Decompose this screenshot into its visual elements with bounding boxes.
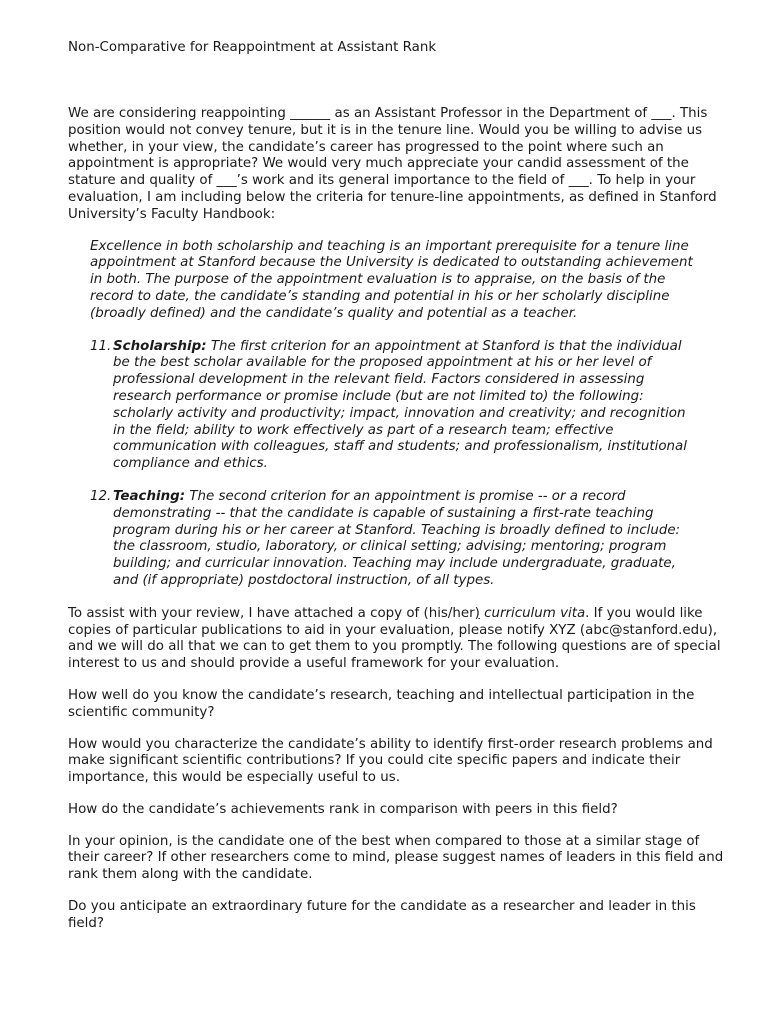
criterion-number: 12. — [90, 488, 112, 504]
criterion-text: The first criterion for an appointment at Stanford is that the individual be the best scholar available for the proposed appointment at his or her level of professional development in the relevant field. Factors considered in assessing research performance or promise include (but are not limited to) the following: scholarly activity and productivity; impact, innovation and creativity; and recognition in the field; ability to work effectively as part of a research team; effective communication with colleagues, staff and students; and professionalism, institutional compliance and ethics. — [113, 338, 687, 472]
criterion-teaching — [90, 489, 700, 590]
intro-paragraph: We are considering reappointing ______ as an Assistant Professor in the Department of ___. This position would not convey tenure, but it is in the tenure line. Would you be willing to advise us whether, in your view, the candidate’s career has progressed to the point where such an appointment is appropriate? We would very much appreciate your candid assessment of the stature and quality of ___’s work and its general importance to the field of ___. To help in your evaluation, I am including below the criteria for tenure-line appointments, as defined in Stanford University’s Faculty Handbook: — [68, 106, 717, 222]
assist-text-after: . If you would like copies of particular publications to aid in your evaluation, please notify XYZ (abc@stanford.edu), and we will do all that we can to get them to you promptly. The following questions are of special interest to us and should provide a useful framework for your evaluation. — [68, 605, 721, 672]
question-paragraph: How would you characterize the candidate’s ability to identify first-order research problems and make significant scientific contributions? If you could cite specific papers and indicate their importance, this would be especially useful to us. — [68, 736, 713, 786]
assist-paragraph — [68, 606, 728, 673]
quote-paragraph: Excellence in both scholarship and teaching is an important prerequisite for a tenure line appointment at Stanford because the University is dedicated to outstanding achievement in both. The purpose of the appointment evaluation is to appraise, on the basis of the record to date, the candidate’s standing and potential in his or her scholarly discipline (broadly defined) and the candidate’s quality and potential as a teacher. — [90, 238, 693, 321]
criterion-term: Teaching: — [113, 488, 186, 504]
criterion-text: The second criterion for an appointment is promise -- or a record demonstrating -- that the candidate is capable of sustaining a first-rate teaching program during his or her career at Stanford. Teaching is broadly defined to include: the classroom, studio, laboratory, or clinical setting; advising; mentoring; program building; and curricular innovation. Teaching may include undergraduate, graduate, and (if appropriate) postdoctoral instruction, of all types. — [113, 488, 681, 588]
criterion-term: Scholarship: — [113, 338, 207, 354]
question-paragraph: How well do you know the candidate’s research, teaching and intellectual participation in the scientific community? — [68, 687, 695, 720]
question-paragraph: How do the candidate’s achievements rank in comparison with peers in this field? — [68, 801, 618, 817]
criterion-number: 11. — [90, 338, 112, 354]
question-paragraph: Do you anticipate an extraordinary future for the candidate as a researcher and leader in this field? — [68, 899, 696, 931]
curriculum-vita-term: curriculum vita — [479, 605, 586, 621]
handbook-quote — [90, 239, 700, 590]
assist-text-before: To assist with your review, I have attached a copy of (his/her — [68, 605, 475, 621]
criterion-scholarship — [90, 339, 700, 473]
assist-paren: ) — [474, 605, 480, 621]
document-body — [68, 106, 728, 948]
question-paragraph: In your opinion, is the candidate one of the best when compared to those at a similar stage of their career? If other researchers come to mind, please suggest names of leaders in this field and rank them along with the candidate. — [68, 833, 724, 883]
document-title: Non-Comparative for Reappointment at Assistant Rank — [68, 40, 437, 55]
